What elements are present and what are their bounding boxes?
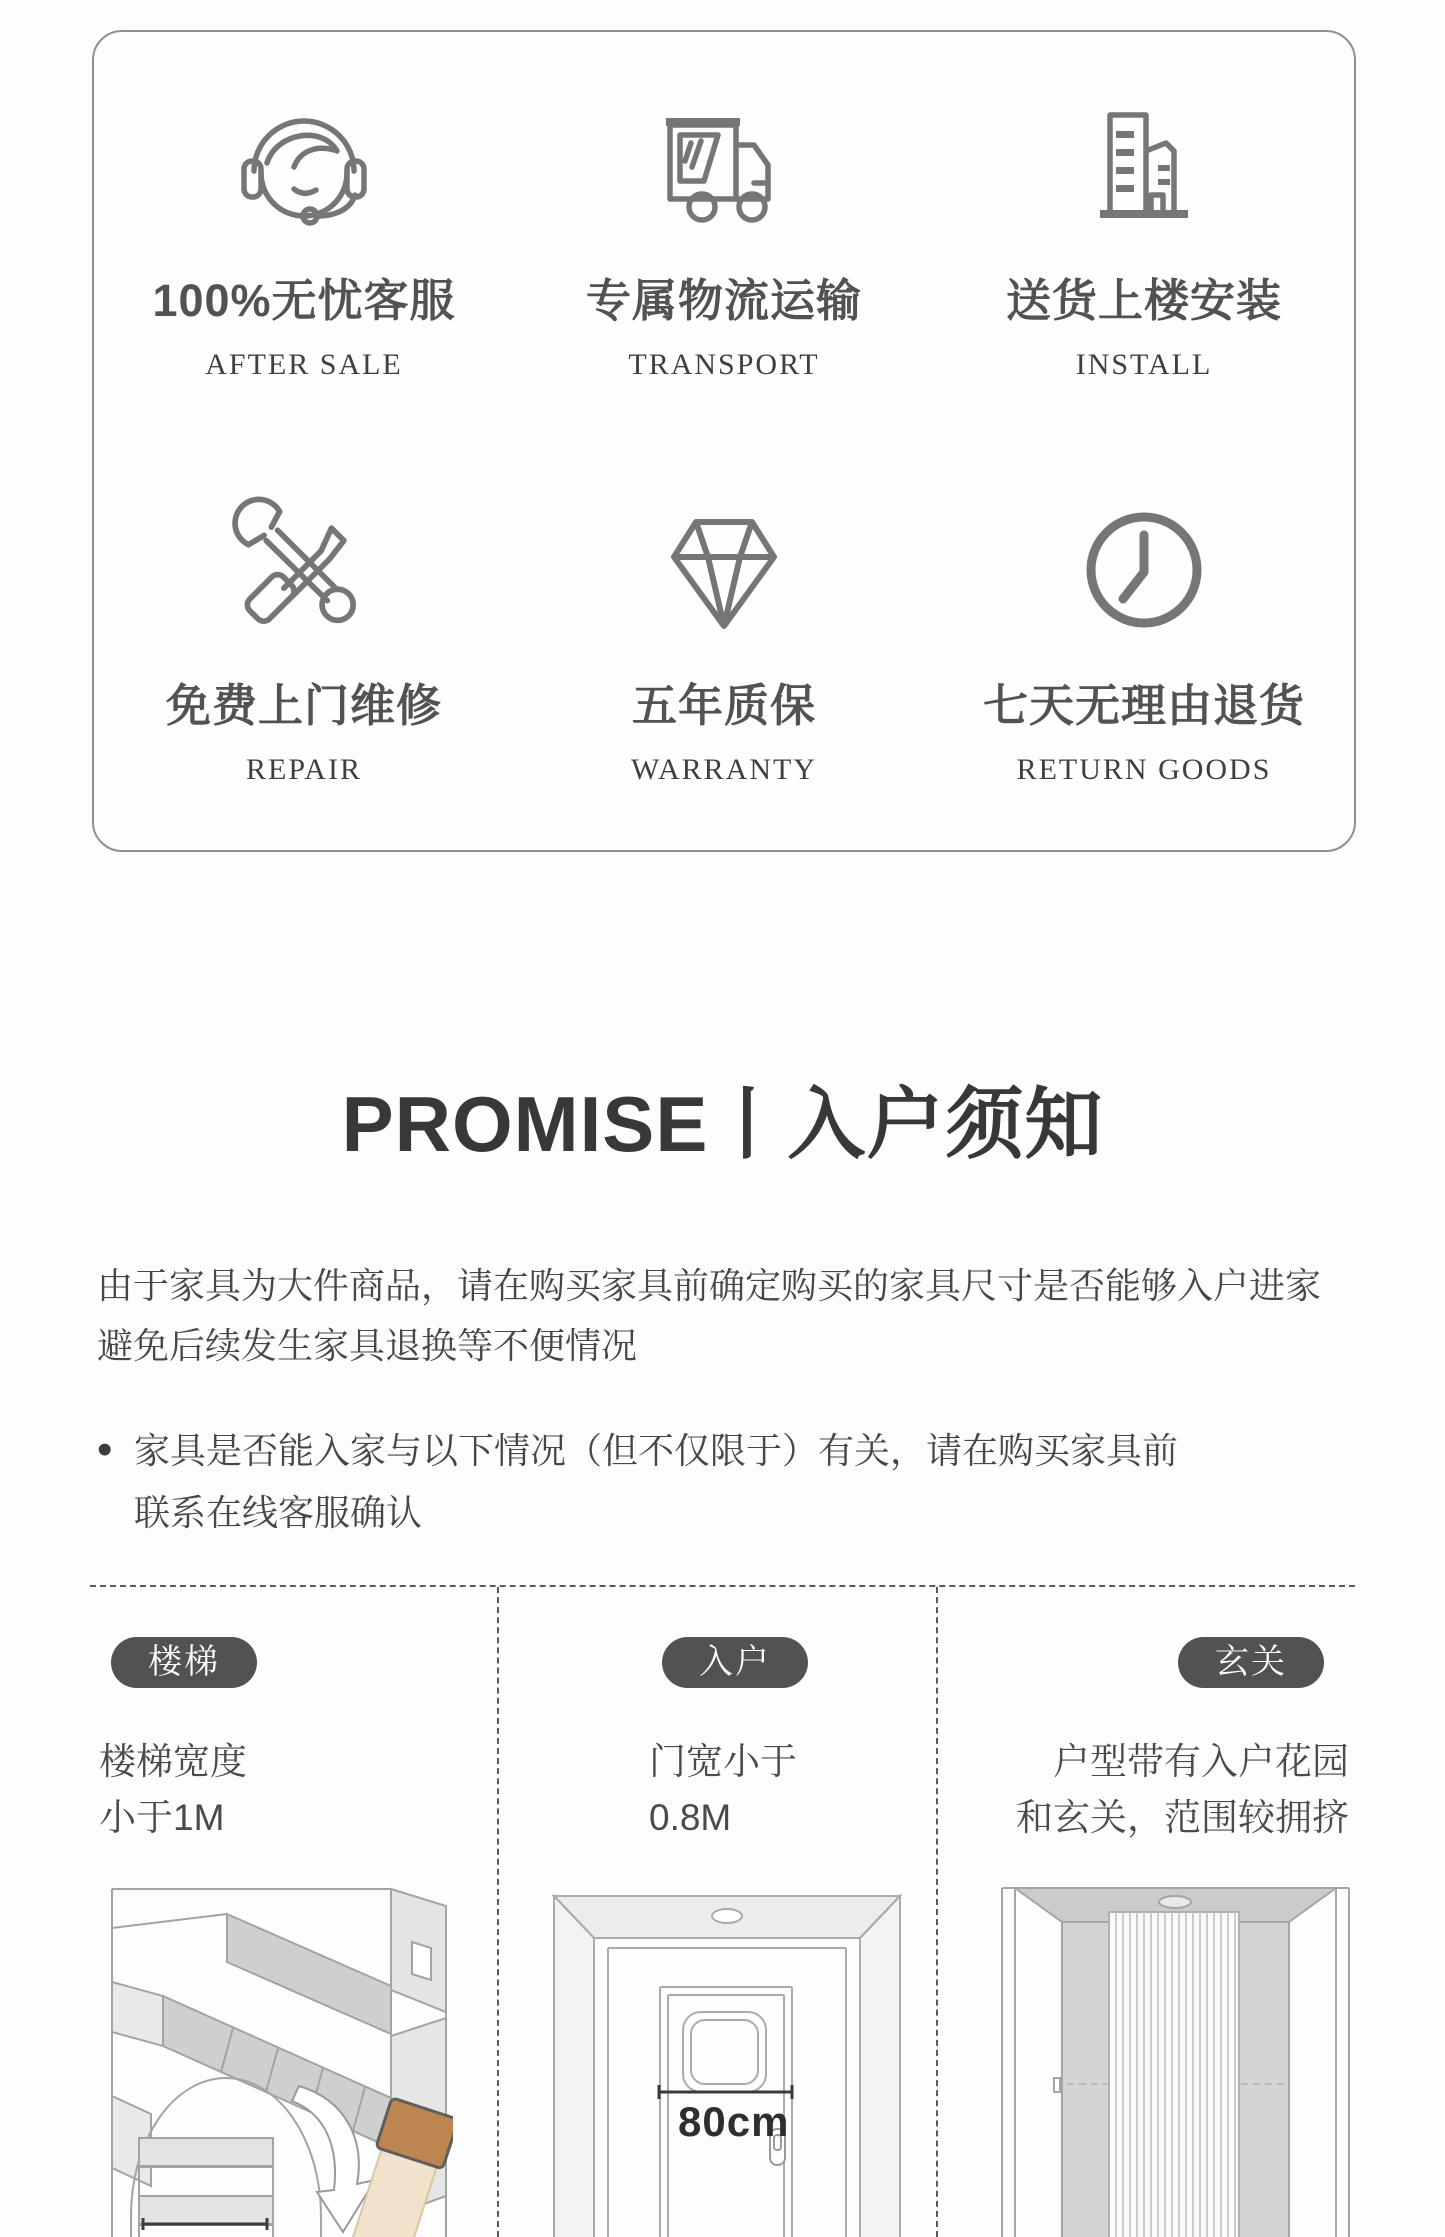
service-label-en: AFTER SALE — [205, 348, 403, 381]
scenario-badge: 楼梯 — [111, 1637, 257, 1688]
service-label-zh: 100%无忧客服 — [152, 275, 456, 326]
service-label-en: RETURN GOODS — [1016, 753, 1272, 786]
bullet-line: 家具是否能入家与以下情况（但不仅限于）有关，请在购买家具前 — [134, 1430, 1179, 1471]
scenario-entry-hall — [936, 1587, 1355, 2237]
intro-paragraph — [97, 1256, 1321, 1376]
service-label-en: WARRANTY — [631, 753, 817, 786]
scenario-caption — [649, 1734, 936, 1846]
caption-line: 小于1M — [99, 1797, 225, 1838]
service-transport — [514, 90, 934, 383]
service-label-zh: 专属物流运输 — [585, 275, 862, 326]
intro-line: 避免后续发生家具退换等不便情况 — [97, 1325, 638, 1366]
scenario-badge: 入户 — [662, 1637, 808, 1688]
door-width-label: 80cm — [678, 2098, 790, 2145]
service-label-en: INSTALL — [1075, 348, 1213, 381]
service-return — [934, 495, 1354, 788]
bullet-marker: • — [97, 1425, 113, 1474]
scenario-caption — [99, 1734, 497, 1846]
bullet-line: 联系在线客服确认 — [134, 1492, 423, 1533]
service-grid — [94, 90, 1354, 788]
services-card — [92, 30, 1356, 852]
staircase-illustration — [103, 1886, 453, 2237]
service-label-en: TRANSPORT — [628, 348, 820, 381]
service-label-zh: 五年质保 — [631, 680, 816, 731]
service-repair — [94, 495, 514, 788]
intro-line: 由于家具为大件商品，请在购买家具前确定购买的家具尺寸是否能够入户进家 — [97, 1265, 1322, 1306]
door-illustration — [552, 1886, 902, 2237]
clock-icon — [1074, 495, 1214, 640]
caption-line: 0.8M — [649, 1797, 732, 1838]
scenario-staircase — [90, 1587, 497, 2237]
service-warranty — [514, 495, 934, 788]
page-title: PROMISE丨入户须知 — [341, 1080, 1104, 1169]
service-label-en: REPAIR — [246, 753, 362, 786]
entry-scenarios — [90, 1585, 1355, 2237]
scenario-door — [497, 1587, 936, 2237]
wrench-icon — [232, 495, 377, 640]
scenario-badge: 玄关 — [1178, 1637, 1324, 1688]
bullet-text — [134, 1420, 1178, 1544]
service-install — [934, 90, 1354, 383]
service-label-zh: 免费上门维修 — [165, 680, 442, 731]
service-label-zh: 送货上楼安装 — [1005, 275, 1282, 326]
headset-icon — [234, 90, 374, 235]
building-icon — [1074, 90, 1214, 235]
caption-line: 门宽小于 — [649, 1741, 797, 1782]
diamond-icon — [654, 495, 794, 640]
bullet-note — [97, 1420, 1178, 1544]
caption-line: 楼梯宽度 — [99, 1741, 247, 1782]
service-label-zh: 七天无理由退货 — [982, 680, 1305, 731]
scenario-caption — [938, 1734, 1349, 1846]
truck-icon — [654, 90, 794, 235]
entry-hall-illustration — [999, 1886, 1352, 2237]
service-after-sale — [94, 90, 514, 383]
caption-line: 户型带有入户花园 — [1053, 1741, 1349, 1782]
caption-line: 和玄关，范围较拥挤 — [1016, 1797, 1349, 1838]
